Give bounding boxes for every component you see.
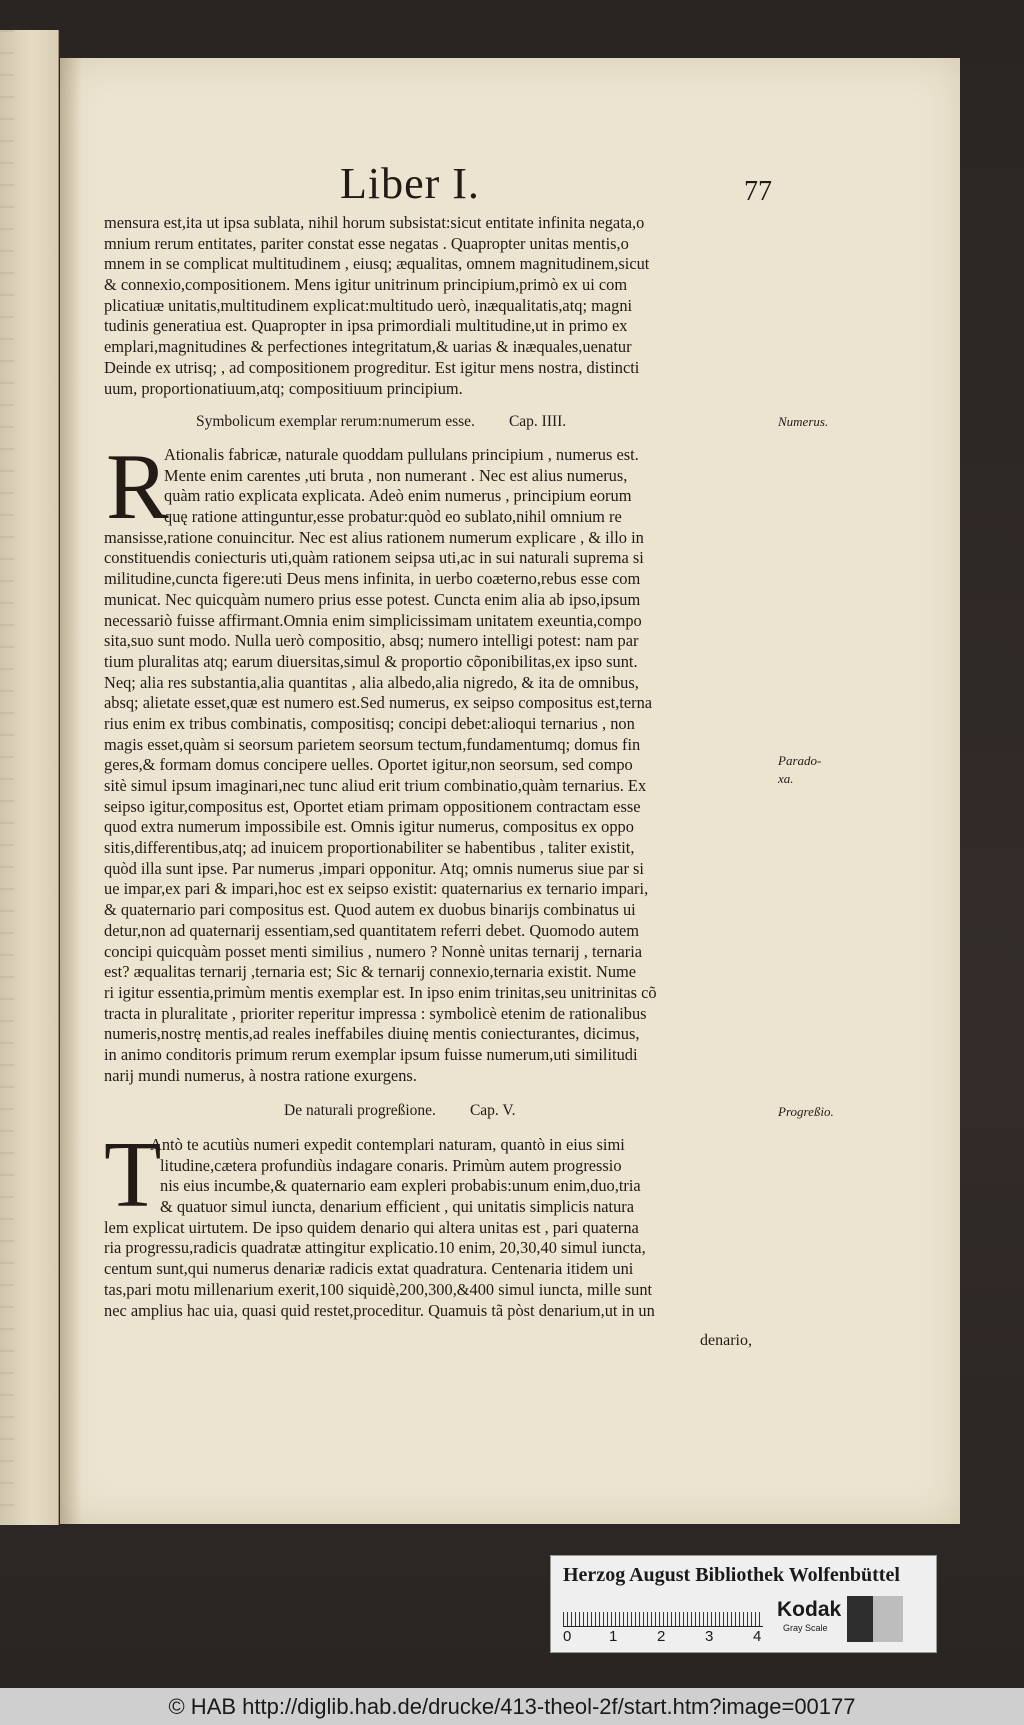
text-line: militudine,cuncta figere:uti Deus mens infinita, in uerbo coæterno,rebus esse com (104, 569, 641, 589)
chapter-4-heading (196, 413, 566, 431)
text-line: geres,& formam domus concipere uelles. Oportet igitur,non seorsum, sed compo (104, 755, 633, 775)
text-line: ue impar,ex pari & impari,hoc est ex seipso existit: quaternarius ex ternario impari, (104, 879, 649, 899)
text-line: detur,non ad quaternarij essentiam,sed quantitatem referri debet. Quomodo autem (104, 920, 640, 940)
ruler-numbers (563, 1628, 763, 1646)
text-line: sita,suo sunt modo. Nulla uerò compositio, absq; numero intelligi potest: nam par (104, 631, 639, 651)
chapter-5-text (104, 1135, 774, 1321)
text-line: tracta in pluralitate , prioriter reperitur impressa : symbolicè etenim de rationalibus (104, 1003, 647, 1023)
gutter-shadow (60, 58, 82, 1524)
chapter-4-number: Cap. IIII. (508, 413, 567, 430)
catchword: denario, (700, 1332, 752, 1349)
text-line: quòd illa sunt ipse. Par numerus ,impari opponitur. Atq; omnis numerus siue par si (104, 858, 644, 878)
text-line: rius enim ex tribus combinatis, compositisq; concipi debet:alioqui ternarius , non (104, 713, 635, 733)
text-line: mensura est,ita ut ipsa sublata, nihil horum subsistat:sicut entitate infinita negata,o (104, 213, 645, 232)
text-line: magis esset,quàm si seorsum parietem seorsum tectum,fundamentumq; domus fin (104, 734, 641, 754)
text-line: numeris,nostrę mentis,ad reales ineffabiles diuinę mentis coniecturantes, dicimus, (104, 1024, 640, 1044)
running-title: Liber I. (340, 159, 480, 208)
text-line: est? æqualitas ternarij ,ternaria est; Sic & ternarij connexio,ternaria existit. Nume (104, 962, 637, 982)
text-line: constituendis coniecturis uti,quàm rationem seipsa uti,ac in sui naturali suprema si (104, 548, 644, 568)
chapter-4-text (104, 445, 774, 1086)
text-line: tium pluralitas atq; earum diuersitas,simul & proportio cõponibilitas,ex ipso sunt. (104, 651, 638, 671)
chapter-5-title: De naturali progreßione. (284, 1102, 436, 1119)
ruler-number: 4 (753, 1628, 762, 1645)
text-line: Mente enim carentes ,uti bruta , non numerant . Nec est alius numerus, (164, 465, 628, 485)
text-line: Ationalis fabricæ, naturale quoddam pullulans principium , numerus est. (164, 445, 639, 464)
text-line: municat. Nec quicquàm numero prius esse potest. Cuncta enim alia ab ipso,ipsum (104, 589, 641, 609)
ruler-number: 2 (657, 1628, 666, 1645)
dropcap-r: R (106, 435, 169, 539)
text-line: ri igitur essentia,primùm mentis exemplar est. In ipso enim trinitas,seu unitrinitas cõ (104, 982, 657, 1002)
gray-patch-dark (847, 1596, 873, 1642)
text-line: uum, proportionatiuum,atq; compositiuum principium. (104, 378, 463, 398)
color-reference-card (550, 1555, 937, 1653)
margin-note-progressio: Progreßio. (778, 1104, 834, 1119)
gray-patch-light (873, 1596, 903, 1642)
text-line: sitè simul ipsum imaginari,nec tunc aliud erit trium combinatio,quàm ternarius. Ex (104, 776, 647, 795)
text-line: concipi quicquàm posset menti similius , numero ? Nonnè unitas ternarij , ternaria (104, 941, 643, 961)
ruler-number: 1 (609, 1628, 618, 1645)
text-line: narij mundi numerus, à nostra ratione exurgens. (104, 1065, 417, 1085)
text-line: in animo conditoris primum rerum exemplar ipsum fuisse numerum,uti similitudi (104, 1044, 638, 1064)
text-line: nec amplius hac uia, quasi quid restet,proceditur. Quamuis tã pòst denarium,ut in un (104, 1300, 655, 1320)
gray-scale-label: Gray Scale (783, 1623, 828, 1633)
chapter-4-title: Symbolicum exemplar rerum:numerum esse. (196, 413, 475, 430)
text-line: & quatuor simul iuncta, denarium efficient , qui unitatis simplicis natura (160, 1197, 635, 1217)
text-line: seipso igitur,compositus est, Oportet etiam primam oppositionem contractam esse (104, 796, 641, 816)
text-line: absq; alietate esset,quæ est numero est.Sed numerus, ex seipso compositus est,terna (104, 693, 653, 713)
text-line: Neq; alia res substantia,alia quantitas , alia albedo,alia nigredo, & ita de omnibus, (104, 672, 639, 692)
scale-ruler (563, 1600, 763, 1627)
library-name: Herzog August Bibliothek Wolfenbüttel (563, 1564, 900, 1586)
ruler-number: 3 (705, 1628, 714, 1645)
text-line: nis eius incumbe,& quaternario eam expleri probabis:unum enim,duo,tria (160, 1176, 641, 1196)
text-line: necessariò fuisse affirmant.Omnia enim simplicissimam unitatem exeuntia,compo (104, 610, 642, 630)
text-line: quę ratione attinguntur,esse probatur:quòd eo sublato,nihil omnium re (164, 507, 622, 527)
chapter-5-heading (284, 1102, 515, 1120)
continuation-paragraph (104, 213, 774, 399)
text-line: quod extra numerum impossibile est. Omnis igitur numerus, compositus ex oppo (104, 817, 634, 837)
copyright-url: © HAB http://diglib.hab.de/drucke/413-theol-2f/start.htm?image=00177 (168, 1694, 856, 1719)
text-line: Deinde ex utrisq; , ad compositionem progreditur. Est igitur mens nostra, distincti (104, 357, 640, 377)
text-line: lem explicat uirtutem. De ipso quidem denario qui altera unitas est , pari quaterna (104, 1217, 639, 1237)
previous-page-edge (0, 30, 59, 1525)
dropcap-t: T (104, 1123, 162, 1227)
text-line: plicatiuæ unitatis,multitudinem explicat:multitudo uerò, inæqualitatis,atq; magni (104, 295, 633, 315)
kodak-logo: Kodak (777, 1598, 842, 1621)
chapter-5-number: Cap. V. (469, 1102, 516, 1119)
margin-note-numerus: Numerus. (778, 414, 829, 429)
text-line: & quaternario pari compositus est. Quod autem ex duobus binarijs combinatus ui (104, 900, 636, 920)
footer-bar (0, 1688, 1024, 1725)
text-line: tas,pari motu millenarium exerit,100 siquidè,200,300,&400 simul iuncta, mille sunt (104, 1279, 653, 1299)
text-line: tudinis generatiua est. Quapropter in ipsa primordiali multitudine,ut in primo ex (104, 316, 628, 336)
ruler-number: 0 (563, 1628, 572, 1645)
running-header (340, 158, 800, 212)
text-line: mansisse,ratione conuincitur. Nec est alius rationem numerum explicare , & illo in (104, 527, 644, 547)
text-line: litudine,cætera profundiùs indagare conaris. Primùm autem progressio (160, 1155, 622, 1175)
text-line: sitis,differentibus,atq; ad inuicem proportionabiliter se habentibus , taliter existit, (104, 838, 635, 858)
text-line: & connexio,compositionem. Mens igitur unitrinum principium,primò ex ui com (104, 275, 628, 295)
text-line: mnium rerum entitates, pariter constat esse negatas . Quapropter unitas mentis,o (104, 233, 629, 253)
text-line: Antò te acutiùs numeri expedit contemplari naturam, quantò in eius simi (150, 1135, 625, 1154)
text-line: emplari,magnitudines & perfectiones integritatum,& uarias & inæquales,uenatur (104, 337, 632, 357)
text-line: mnem in se complicat multitudinem , eiusq; æqualitas, omnem magnitudinem,sicut (104, 254, 650, 274)
text-line: ria progressu,radicis quadratæ attingitur explicatio.10 enim, 20,30,40 simul iuncta, (104, 1238, 646, 1258)
text-line: centum sunt,qui numerus denariæ radicis extat quadratura. Centenaria itidem uni (104, 1259, 634, 1279)
margin-note-paradoxa: Parado- xa. (778, 753, 822, 786)
folio-number: 77 (744, 176, 772, 207)
text-line: quàm ratio explicata explicata. Adeò enim numerus , principium eorum (164, 486, 632, 506)
